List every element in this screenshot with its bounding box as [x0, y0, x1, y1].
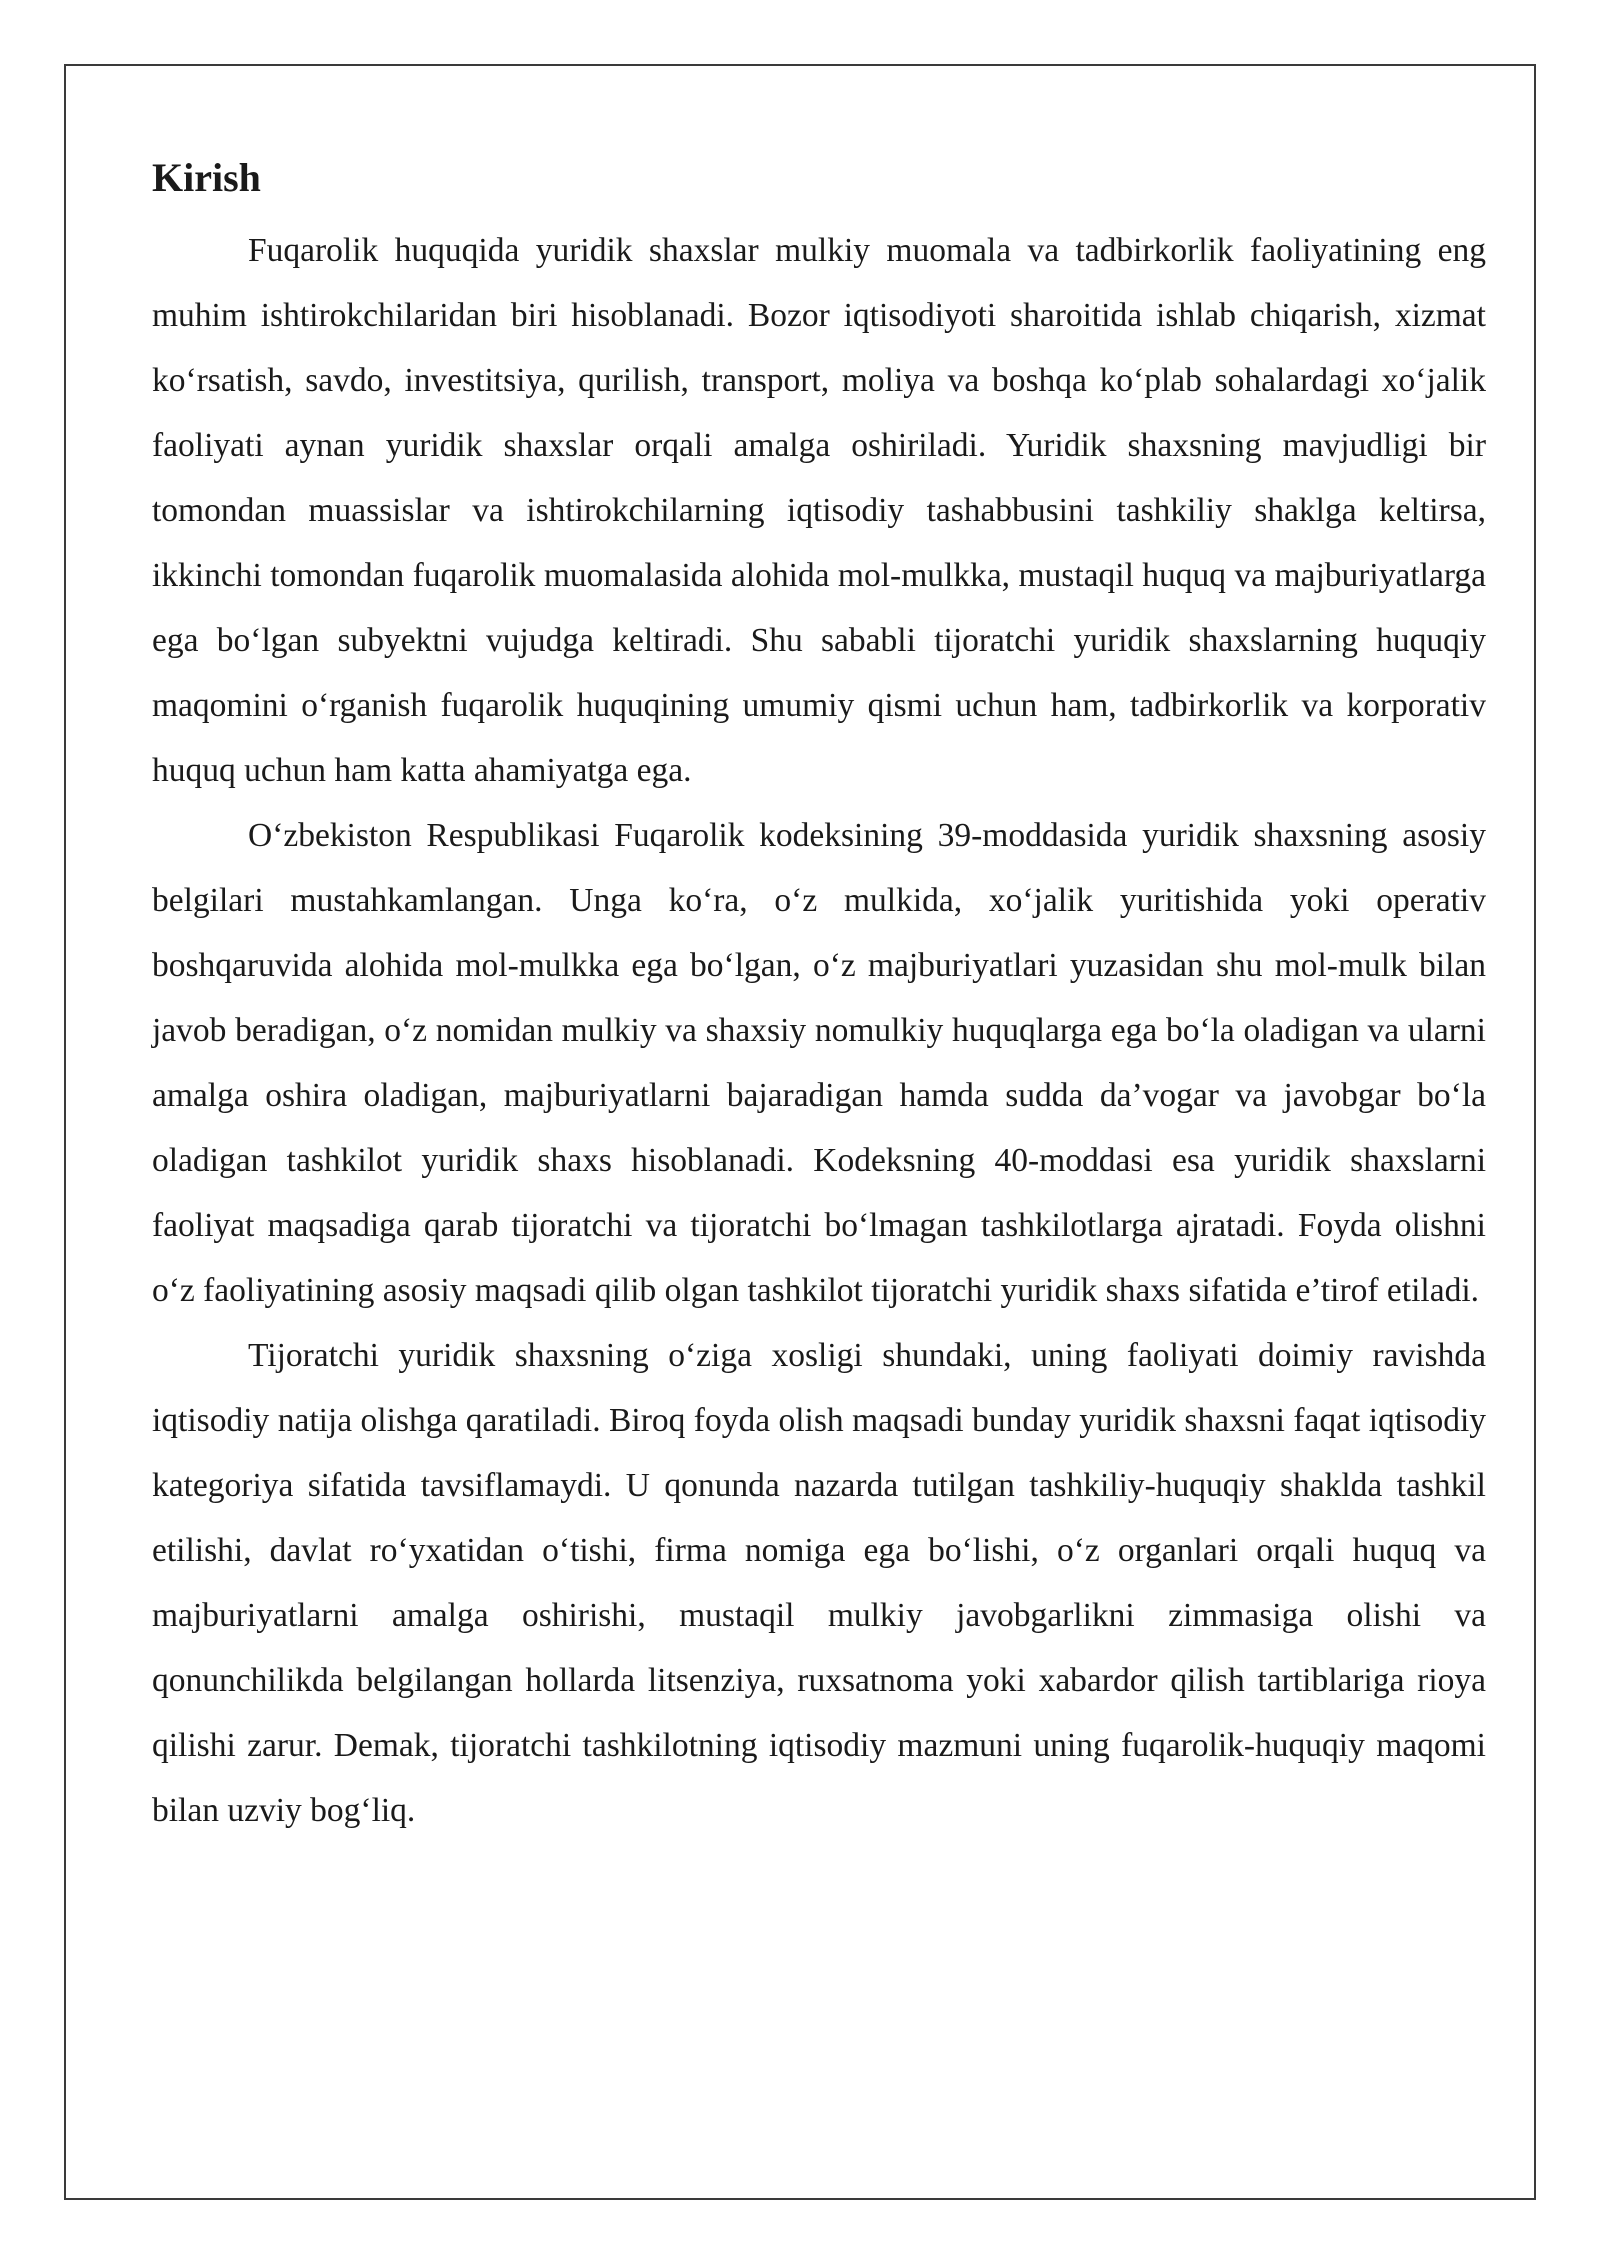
paragraph-2: O‘zbekiston Respublikasi Fuqarolik kodeksining 39-moddasida yuridik shaxsning asosiy belgilari mustahkamlangan. Unga ko‘ra, o‘z mulkida, xo‘jalik yuritishida yoki operativ boshqaruvida alohida mol-mulkka ega bo‘lgan, o‘z majburiyatlari yuzasidan shu mol-mulk bilan javob beradigan, o‘z nomidan mulkiy va shaxsiy nomulkiy huquqlarga ega bo‘la oladigan va ularni amalga oshira oladigan, majburiyatlarni bajaradigan hamda sudda da’vogar va javobgar bo‘la oladigan tashkilot yuridik shaxs hisoblanadi. Kodeksning 40-moddasi esa yuridik shaxslarni faoliyat maqsadiga qarab tijoratchi va tijoratchi bo‘lmagan tashkilotlarga ajratadi. Foyda olishni o‘z faoliyatining asosiy maqsadi qilib olgan tashkilot tijoratchi yuridik shaxs sifatida e’tirof etiladi. [152, 817, 1486, 1309]
paragraph-3: Tijoratchi yuridik shaxsning o‘ziga xosligi shundaki, uning faoliyati doimiy ravishda iqtisodiy natija olishga qaratiladi. Biroq foyda olish maqsadi bunday yuridik shaxsni faqat iqtisodiy kategoriya sifatida tavsiflamaydi. U qonunda nazarda tutilgan tashkiliy-huquqiy shaklda tashkil etilishi, davlat ro‘yxatidan o‘tishi, firma nomiga ega bo‘lishi, o‘z organlari orqali huquq va majburiyatlarni amalga oshirishi, mustaqil mulkiy javobgarlikni zimmasiga olishi va qonunchilikda belgilangan hollarda litsenziya, ruxsatnoma yoki xabardor qilish tartiblariga rioya qilishi zarur. Demak, tijoratchi tashkilotning iqtisodiy mazmuni uning fuqarolik-huquqiy maqomi bilan uzviy bog‘liq. [152, 1337, 1486, 1829]
paragraph-1: Fuqarolik huquqida yuridik shaxslar mulkiy muomala va tadbirkorlik faoliyatining eng muhim ishtirokchilaridan biri hisoblanadi. Bozor iqtisodiyoti sharoitida ishlab chiqarish, xizmat ko‘rsatish, savdo, investitsiya, qurilish, transport, moliya va boshqa ko‘plab sohalardagi xo‘jalik faoliyati aynan yuridik shaxslar orqali amalga oshiriladi. Yuridik shaxsning mavjudligi bir tomondan muassislar va ishtirokchilarning iqtisodiy tashabbusini tashkiliy shaklga keltirsa, ikkinchi tomondan fuqarolik muomalasida alohida mol-mulkka, mustaqil huquq va majburiyatlarga ega bo‘lgan subyektni vujudga keltiradi. Shu sababli tijoratchi yuridik shaxslarning huquqiy maqomini o‘rganish fuqarolik huquqining umumiy qismi uchun ham, tadbirkorlik va korporativ huquq uchun ham katta ahamiyatga ega. [152, 232, 1486, 789]
document-body [152, 148, 1486, 1843]
section-heading: Kirish [152, 155, 261, 200]
